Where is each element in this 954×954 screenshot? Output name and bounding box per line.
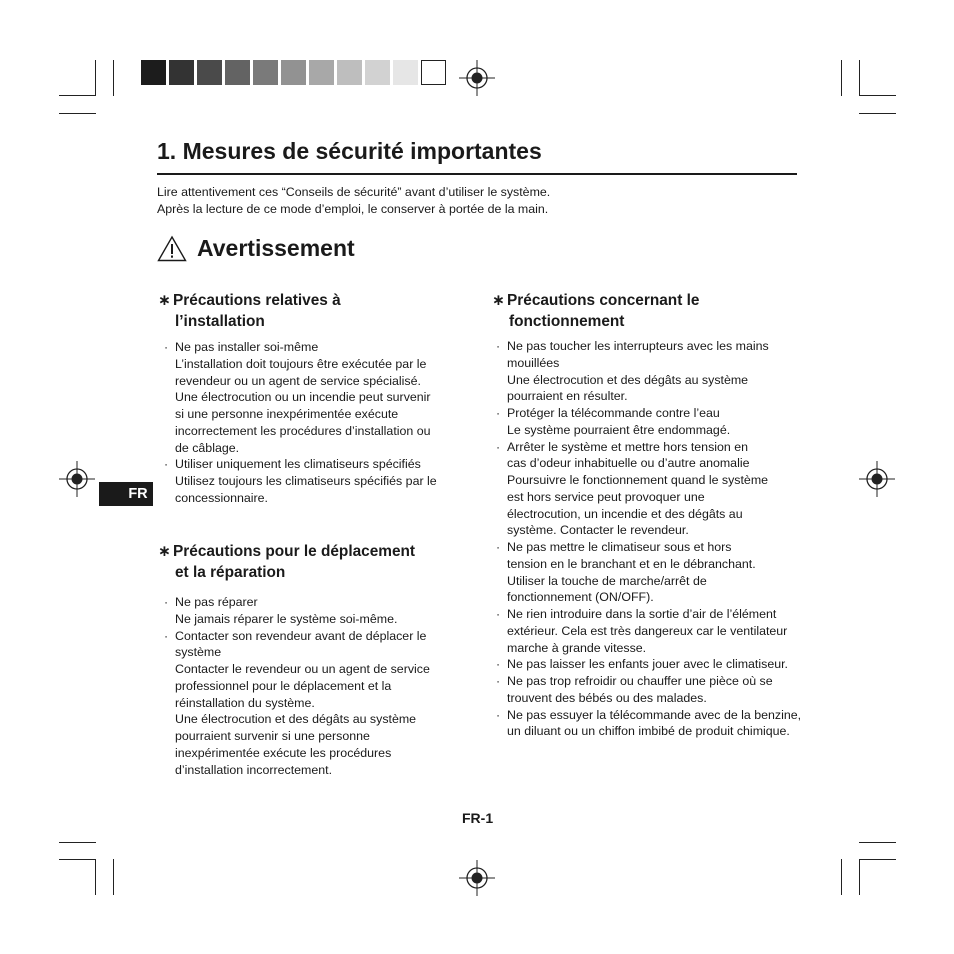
bullet-icon: · — [496, 406, 501, 420]
bullet-icon: · — [496, 439, 501, 454]
list-item — [157, 628, 430, 779]
list-item-text: Le système pourraient être endommagé. — [507, 422, 731, 437]
intro-line: Lire attentivement ces “Conseils de sécurité” avant d’utiliser le système. — [157, 185, 551, 199]
crop-mark — [95, 60, 96, 96]
list-item — [489, 656, 801, 673]
fonctionnement-list — [489, 338, 801, 740]
gray-swatch — [169, 60, 194, 85]
list-item-text: tension en le branchant et en le débranchant. — [507, 556, 756, 571]
bullet-icon: · — [496, 657, 501, 672]
gray-swatch — [393, 60, 418, 85]
gray-swatch — [337, 60, 362, 85]
list-item-text: trouvent des bébés ou des malades. — [507, 690, 707, 705]
list-item-text: cas d’odeur inhabituelle ou d’autre anomalie — [507, 456, 750, 471]
bullet-icon: · — [496, 707, 501, 722]
list-item-text: est hors service peut provoquer une — [507, 489, 705, 504]
color-calibration-bar — [141, 60, 449, 85]
crop-mark — [859, 842, 896, 843]
bullet-icon: · — [164, 595, 169, 609]
list-item-text: réinstallation du système. — [175, 695, 315, 710]
list-item-text: incorrectement les procédures d’installation ou — [175, 423, 431, 438]
section-heading-line: Précautions relatives à — [173, 292, 341, 309]
list-item — [489, 606, 801, 656]
gray-swatch — [225, 60, 250, 85]
list-item-text: extérieur. Cela est très dangereux car le ventilateur — [507, 623, 788, 638]
list-item-text: L’installation doit toujours être exécutée par le — [175, 356, 427, 371]
asterisk-icon: ∗ — [158, 543, 171, 560]
crop-mark — [59, 113, 96, 114]
list-item-title: Ne pas essuyer la télécommande avec de la benzine, — [507, 707, 802, 722]
list-item — [489, 405, 801, 439]
bullet-icon: · — [496, 540, 501, 554]
warning-heading — [157, 235, 355, 262]
bullet-icon: · — [496, 339, 501, 353]
section-heading-line: l’installation — [175, 313, 265, 330]
warning-triangle-icon — [157, 235, 187, 262]
list-item-text: un diluant ou un chiffon imbibé de produit chimique. — [507, 724, 790, 739]
list-item-text: Contacter le revendeur ou un agent de service — [175, 662, 430, 676]
language-tab-label: FR — [128, 486, 148, 502]
list-item-text: Ne jamais réparer le système soi-même. — [175, 611, 398, 626]
list-item-text: de câblage. — [175, 440, 240, 455]
list-item-title: Ne pas réparer — [175, 595, 258, 609]
list-item-text: système. Contacter le revendeur. — [507, 523, 689, 538]
list-item-text: Une électrocution ou un incendie peut survenir — [175, 390, 431, 405]
list-item — [157, 456, 437, 506]
registration-crosshair-icon — [459, 60, 495, 96]
asterisk-icon: ∗ — [158, 292, 171, 309]
crop-mark — [859, 113, 896, 114]
intro-line: Après la lecture de ce mode d’emploi, le conserver à portée de la main. — [157, 202, 549, 216]
list-item-text: inexpérimentée exécute les procédures — [175, 745, 392, 760]
page-title: 1. Mesures de sécurité importantes — [157, 138, 542, 164]
list-item-text: concessionnaire. — [175, 490, 268, 505]
list-item-title: Ne pas toucher les interrupteurs avec les mains — [507, 339, 769, 353]
list-item-text: Une électrocution et des dégâts au système — [175, 712, 417, 727]
bullet-icon: · — [496, 607, 501, 621]
section-heading-line: fonctionnement — [509, 313, 625, 330]
list-item-title: Contacter son revendeur avant de déplacer le — [175, 628, 427, 643]
list-item-text: revendeur ou un agent de service spécialisé. — [175, 373, 421, 388]
section-heading-deplacement — [158, 541, 415, 583]
list-item — [157, 339, 437, 456]
crop-mark — [841, 60, 842, 96]
crop-mark — [859, 95, 896, 96]
list-item-text: Utilisez toujours les climatiseurs spécifiés par le — [175, 474, 437, 488]
list-item-title: Ne rien introduire dans la sortie d’air de l’élément — [507, 607, 777, 621]
list-item — [157, 594, 430, 628]
crop-mark — [113, 859, 114, 895]
registration-crosshair-icon — [59, 461, 95, 497]
crop-mark — [859, 60, 860, 96]
list-item — [489, 439, 801, 540]
gray-swatch — [197, 60, 222, 85]
intro-text — [157, 184, 550, 218]
crop-mark — [95, 859, 96, 895]
gray-swatch — [281, 60, 306, 85]
gray-swatch — [253, 60, 278, 85]
list-item-text: système — [175, 645, 222, 660]
list-item-text: pourraient survenir si une personne — [175, 729, 370, 743]
crop-mark — [113, 60, 114, 96]
list-item-text: d’installation incorrectement. — [175, 762, 333, 777]
list-item-text: pourraient en résulter. — [507, 389, 628, 404]
list-item-title: Arrêter le système et mettre hors tension en — [507, 439, 749, 454]
list-item-title: Utiliser uniquement les climatiseurs spécifiés — [175, 457, 421, 472]
section-heading-line: et la réparation — [175, 564, 286, 581]
gray-swatch — [365, 60, 390, 85]
registration-crosshair-icon — [459, 860, 495, 896]
asterisk-icon: ∗ — [492, 292, 505, 309]
list-item-text: marche à grande vitesse. — [507, 640, 647, 655]
list-item-text: si une personne inexpérimentée exécute — [175, 407, 399, 421]
bullet-icon: · — [496, 674, 501, 688]
crop-mark — [59, 859, 96, 860]
list-item-title: Protéger la télécommande contre l’eau — [507, 406, 720, 420]
bullet-icon: · — [164, 457, 169, 472]
crop-mark — [841, 859, 842, 895]
crop-mark — [859, 859, 896, 860]
gray-swatch — [141, 60, 166, 85]
bullet-icon: · — [164, 628, 169, 643]
installation-list — [157, 339, 437, 507]
list-item-text: professionnel pour le déplacement et la — [175, 678, 392, 693]
list-item-title: Ne pas trop refroidir ou chauffer une pièce où se — [507, 674, 773, 688]
warning-label: Avertissement — [197, 235, 355, 261]
list-item-text: Une électrocution et des dégâts au système — [507, 372, 749, 387]
list-item-title: Ne pas laisser les enfants jouer avec le climatiseur. — [507, 657, 788, 672]
crop-mark — [59, 95, 96, 96]
gray-swatch — [309, 60, 334, 85]
list-item-text: Utiliser la touche de marche/arrêt de — [507, 573, 707, 588]
list-item — [489, 707, 801, 741]
list-item-text: fonctionnement (ON/OFF). — [507, 590, 654, 605]
list-item — [489, 673, 801, 707]
list-item-text: Poursuivre le fonctionnement quand le système — [507, 473, 769, 487]
registration-crosshair-icon — [859, 461, 895, 497]
section-heading-installation — [158, 290, 341, 332]
gray-swatch — [421, 60, 446, 85]
deplacement-list — [157, 594, 430, 778]
title-divider — [157, 173, 797, 175]
page-number: FR-1 — [462, 810, 494, 826]
crop-mark — [859, 859, 860, 895]
section-heading-line: Précautions concernant le — [507, 292, 700, 309]
language-tab — [99, 482, 153, 506]
list-item-title: Ne pas mettre le climatiseur sous et hors — [507, 540, 732, 554]
list-item-text: électrocution, un incendie et des dégâts au — [507, 506, 743, 521]
crop-mark — [59, 842, 96, 843]
list-item-title: Ne pas installer soi-même — [175, 340, 319, 354]
list-item — [489, 338, 801, 405]
bullet-icon: · — [164, 340, 169, 354]
section-heading-line: Précautions pour le déplacement — [173, 543, 416, 560]
section-heading-fonctionnement — [492, 290, 699, 332]
list-item-text: mouillées — [507, 355, 560, 370]
list-item — [489, 539, 801, 606]
